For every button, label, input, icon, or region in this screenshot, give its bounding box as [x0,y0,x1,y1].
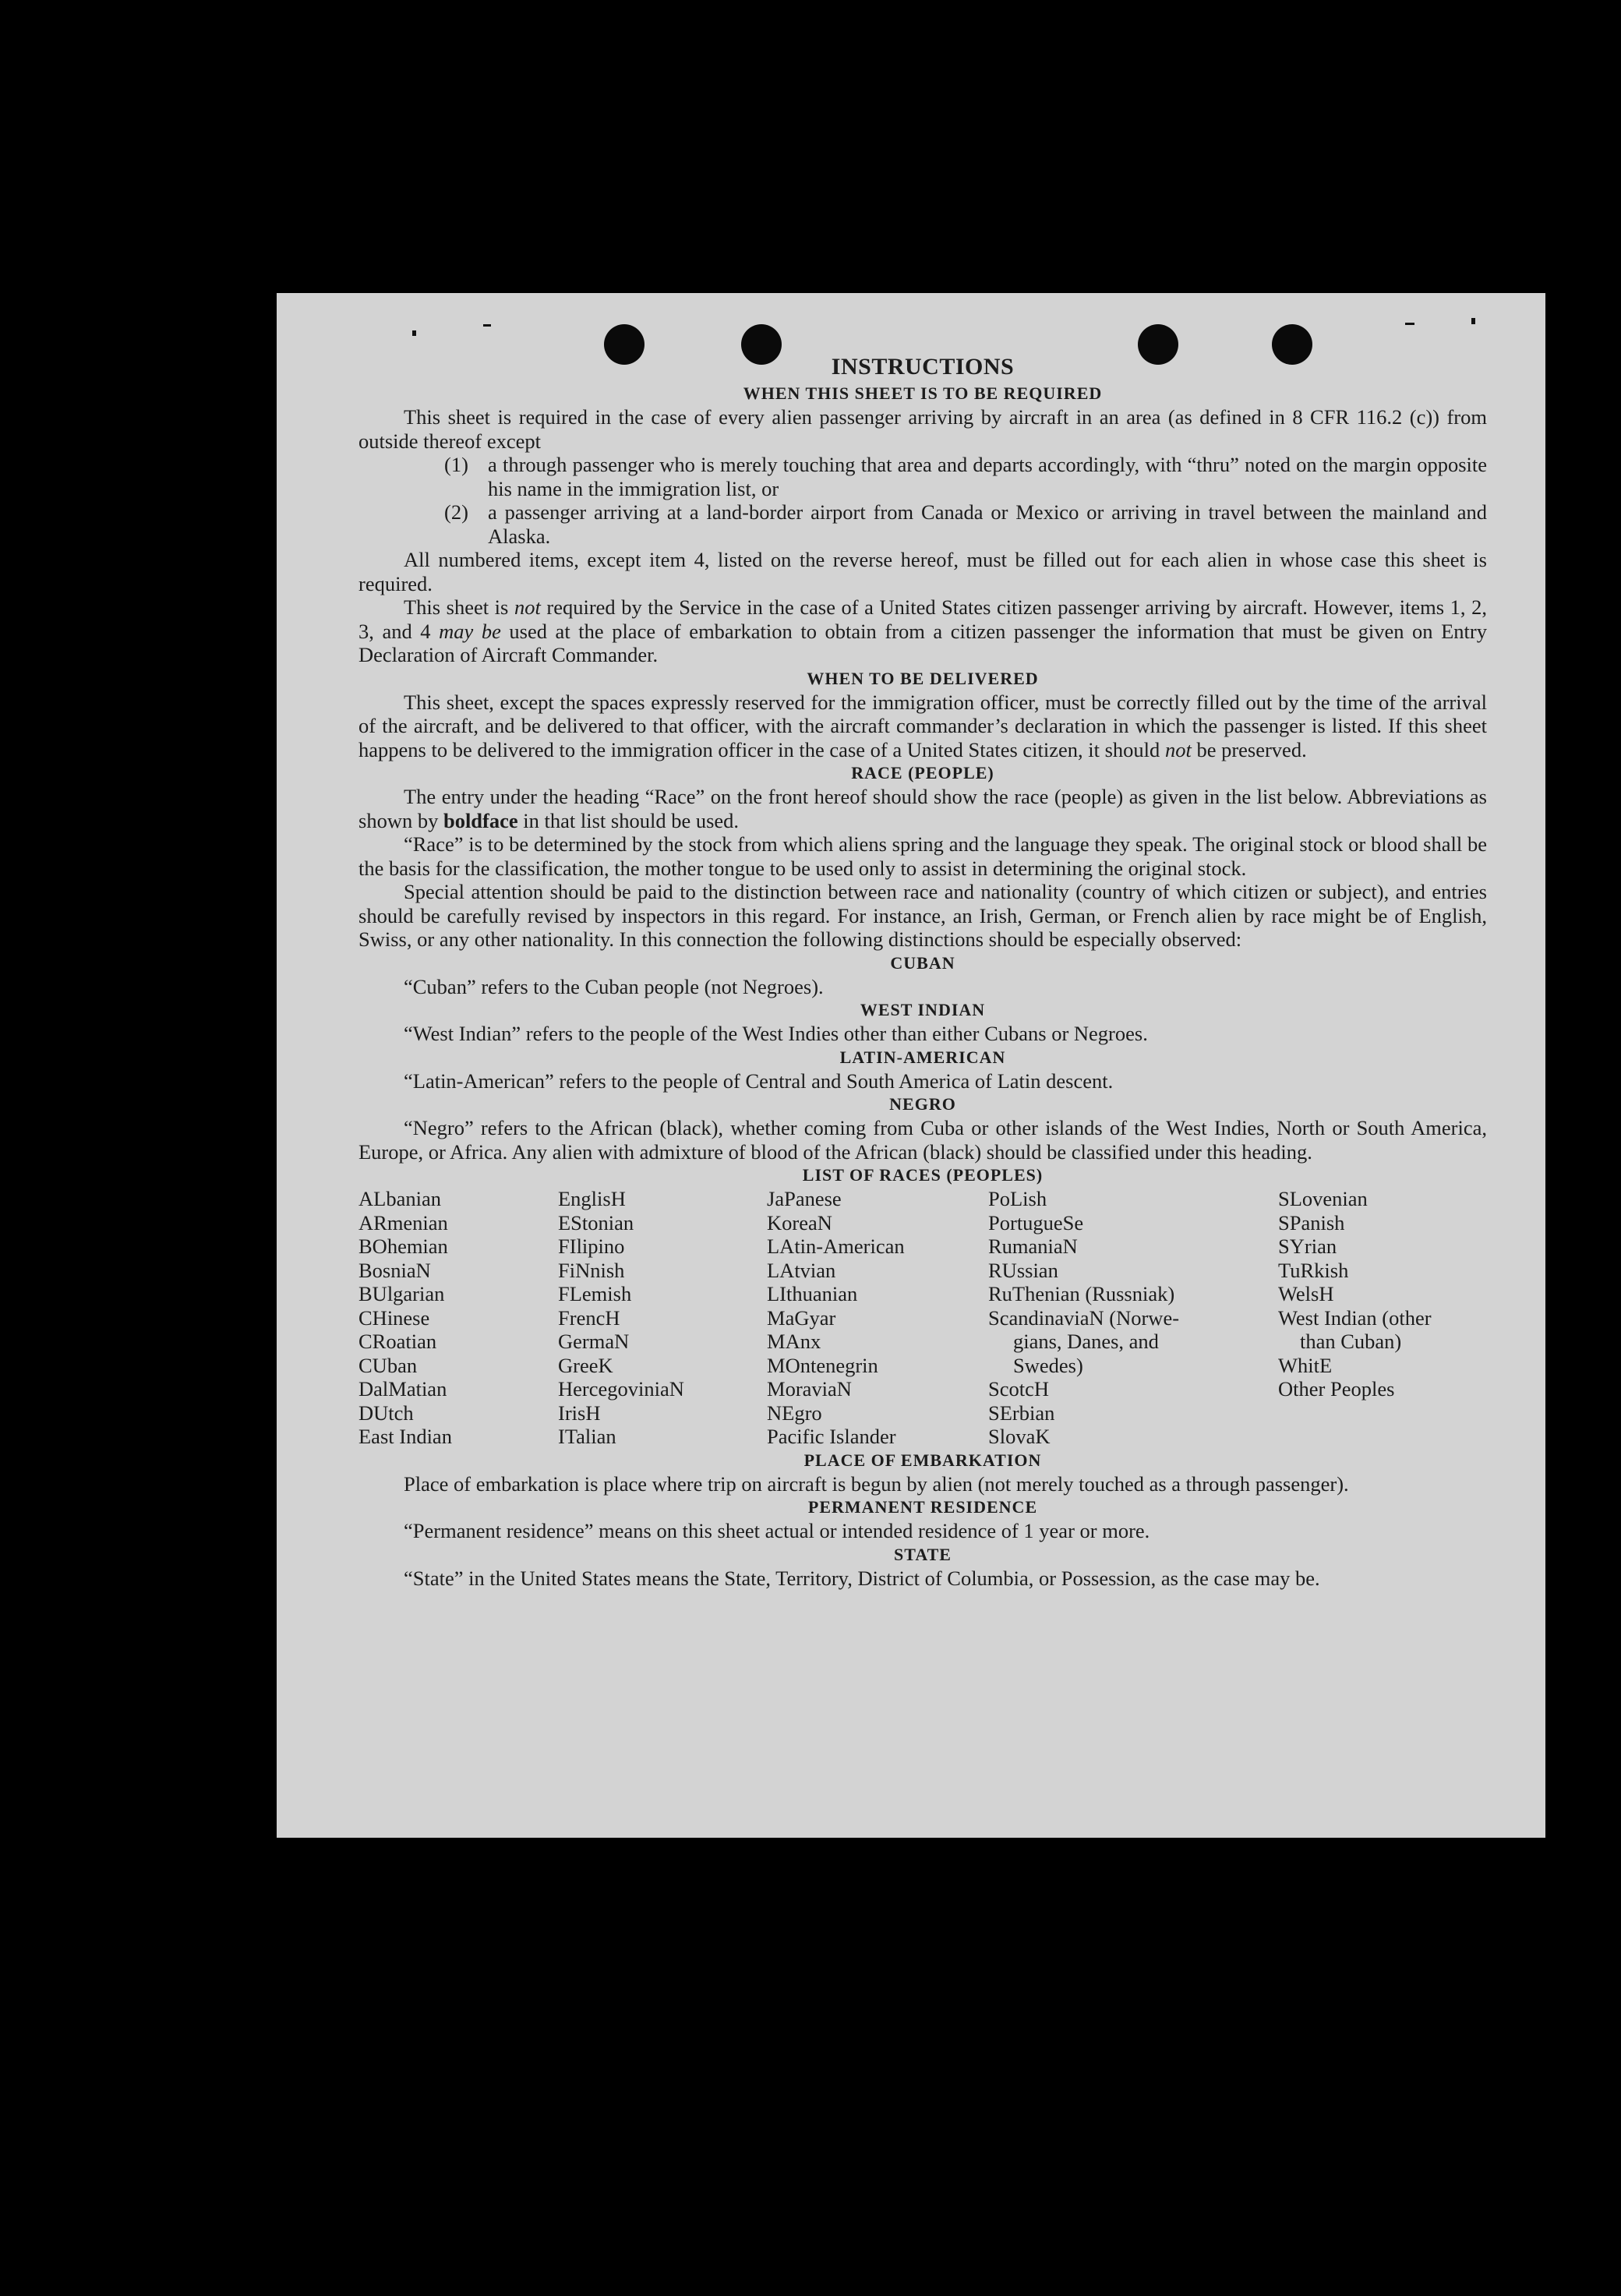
item-number: (2) [444,500,468,524]
race-entry: WhitE [1278,1353,1333,1377]
paragraph-race-entry: The entry under the heading “Race” on the front hereof should show the race (people) as given in the list below. Abbreviations as shown by boldface in that list should be used. [358,785,1487,832]
heading-list-of-races: LIST OF RACES (PEOPLES) [802,1165,1044,1185]
scan-speck [412,330,416,336]
race-entry-continued: than Cuban) [1300,1330,1402,1353]
races-column [988,1187,1278,1449]
heading-state: STATE [894,1544,952,1564]
heading-negro: NEGRO [889,1094,956,1114]
race-entry: SPanish [1278,1210,1345,1235]
race-entry: BOhemian [358,1235,448,1258]
race-entry: CUban [358,1353,418,1377]
instructions-content [358,354,1487,1590]
race-entry: FrencH [558,1305,620,1330]
race-entry: FiNnish [558,1258,625,1282]
heading-place-of-embarkation: PLACE OF EMBARKATION [803,1450,1042,1470]
races-column [358,1187,558,1449]
race-entry: ScotcH [988,1377,1050,1401]
race-entry: EnglisH [558,1187,626,1210]
paragraph-west-indian: “West Indian” refers to the people of the West Indies other than either Cubans or Negroes. [404,1022,1148,1045]
scan-speck [1471,318,1475,324]
race-entry: BUlgarian [358,1282,445,1305]
race-entry: West Indian (other [1278,1305,1432,1330]
heading-when-delivered: WHEN TO BE DELIVERED [807,668,1039,688]
race-entry: RUssian [988,1258,1058,1282]
race-entry: ITalian [558,1425,616,1448]
item-number: (1) [444,453,468,476]
race-entry: BosniaN [358,1258,431,1282]
paragraph-latin-american: “Latin-American” refers to the people of Central and South America of Latin descent. [404,1069,1114,1093]
race-entry: Other Peoples [1278,1377,1395,1401]
heading-race: RACE (PEOPLE) [851,763,994,782]
race-entry: East Indian [358,1425,452,1448]
race-entry: FLemish [558,1282,632,1305]
race-entry: MaGyar [767,1305,836,1330]
heading-permanent-residence: PERMANENT RESIDENCE [807,1497,1038,1517]
race-entry: MoraviaN [767,1377,852,1401]
page-title: INSTRUCTIONS [831,354,1015,380]
list-item [444,453,1487,500]
paragraph-place-of-embarkation: Place of embarkation is place where trip on aircraft is begun by alien (not merely touched as a through passenger). [404,1471,1349,1496]
races-column [1278,1187,1487,1449]
race-entry: LAtin-American [767,1235,905,1258]
race-entry: SLovenian [1278,1187,1368,1210]
race-entry: KoreaN [767,1210,832,1235]
race-entry: EStonian [558,1210,634,1235]
paragraph-state: “State” in the United States means the State, Territory, District of Columbia, or Possession, as the case may be. [404,1566,1320,1590]
race-entry: GreeK [558,1353,613,1377]
race-entry: DalMatian [358,1377,447,1401]
race-entry: Pacific Islander [767,1425,896,1448]
scan-speck [483,324,491,327]
list-item [444,500,1487,548]
race-entry: PoLish [988,1187,1047,1210]
heading-when-required: WHEN THIS SHEET IS TO BE REQUIRED [743,383,1103,403]
races-table [358,1187,1487,1449]
race-entry: DUtch [358,1401,414,1425]
race-entry: TuRkish [1278,1258,1349,1282]
item-text: a passenger arriving at a land-border airport from Canada or Mexico or arriving in travel between the mainland and Alaska. [488,500,1487,548]
race-entry: IrisH [558,1401,601,1425]
race-entry: SlovaK [988,1425,1051,1448]
races-column [767,1187,988,1449]
paragraph-citizen: This sheet is not required by the Service in the case of a United States citizen passenger arriving by aircraft. However, items 1, 2, 3, and 4 may be used at the place of embarkation to obtain from a citizen passenger the information that must be given on Entry Declaration of Aircraft Commander. [358,595,1487,666]
race-entry: GermaN [558,1330,630,1353]
paragraph-cuban: “Cuban” refers to the Cuban people (not Negroes). [404,974,824,998]
paragraph-race-nationality: Special attention should be paid to the distinction between race and nationality (country of which citizen or subject), and entries should be carefully revised by inspectors in this regard. For instance, an Irish, German, or French alien by race might be of English, Swiss, or any other nationality. In this connection the following distinctions should be especially observed: [358,880,1487,951]
race-entry: WelsH [1278,1282,1334,1305]
paragraph-delivery: This sheet, except the spaces expressly reserved for the immigration officer, must be correctly filled out by the time of the arrival of the aircraft, and be delivered to that officer, with the aircraft commander’s declaration in which the passenger is listed. If this sheet happens to be delivered to the immigration officer in the case of a United States citizen, it should not be preserved. [358,690,1487,761]
race-entry: RuThenian (Russniak) [988,1282,1175,1305]
race-entry: NEgro [767,1401,822,1425]
race-entry: LIthuanian [767,1282,858,1305]
paragraph-negro: “Negro” refers to the African (black), whether coming from Cuba or other islands of the West Indies, North or South America, Europe, or Africa. Any alien with admixture of blood of the African (black) should be classified under this heading. [358,1116,1487,1164]
race-entry: LAtvian [767,1258,836,1282]
races-column [558,1187,767,1449]
race-entry: HercegoviniaN [558,1377,684,1401]
race-entry: CHinese [358,1305,430,1330]
paragraph-race-stock: “Race” is to be determined by the stock from which aliens spring and the language they speak. The original stock or blood shall be the basis for the classification, the mother tongue to be used only to assist in determining the original stock. [358,832,1487,880]
race-entry: SYrian [1278,1235,1337,1258]
race-entry: ARmenian [358,1210,448,1235]
race-entry-continued: Swedes) [1013,1353,1083,1377]
race-entry: MAnx [767,1330,821,1353]
race-entry: PortugueSe [988,1210,1084,1235]
paragraph-numbered-items: All numbered items, except item 4, listed on the reverse hereof, must be filled out for each alien in whose case this sheet is required. [358,548,1487,595]
heading-cuban: CUBAN [890,952,955,973]
paragraph-permanent-residence: “Permanent residence” means on this sheet actual or intended residence of 1 year or more. [404,1519,1150,1542]
race-entry: MOntenegrin [767,1353,878,1377]
race-entry-continued: gians, Danes, and [1013,1330,1159,1353]
scan-speck [1405,323,1414,325]
race-entry: ScandinaviaN (Norwe- [988,1305,1180,1330]
race-entry: FIlipino [558,1235,625,1258]
heading-west-indian: WEST INDIAN [860,1000,986,1019]
heading-latin-american: LATIN-AMERICAN [839,1047,1006,1067]
race-entry: RumaniaN [988,1235,1078,1258]
race-entry: JaPanese [767,1187,842,1210]
document-sheet [277,293,1545,1838]
paragraph-required-intro: This sheet is required in the case of every alien passenger arriving by aircraft in an area (as defined in 8 CFR 116.2 (c)) from outside thereof except [358,405,1487,453]
race-entry: ALbanian [358,1187,441,1210]
item-text: a through passenger who is merely touching that area and departs accordingly, with “thru” noted on the margin opposite his name in the immigration list, or [488,453,1487,500]
race-entry: SErbian [988,1401,1055,1425]
race-entry: CRoatian [358,1330,437,1353]
